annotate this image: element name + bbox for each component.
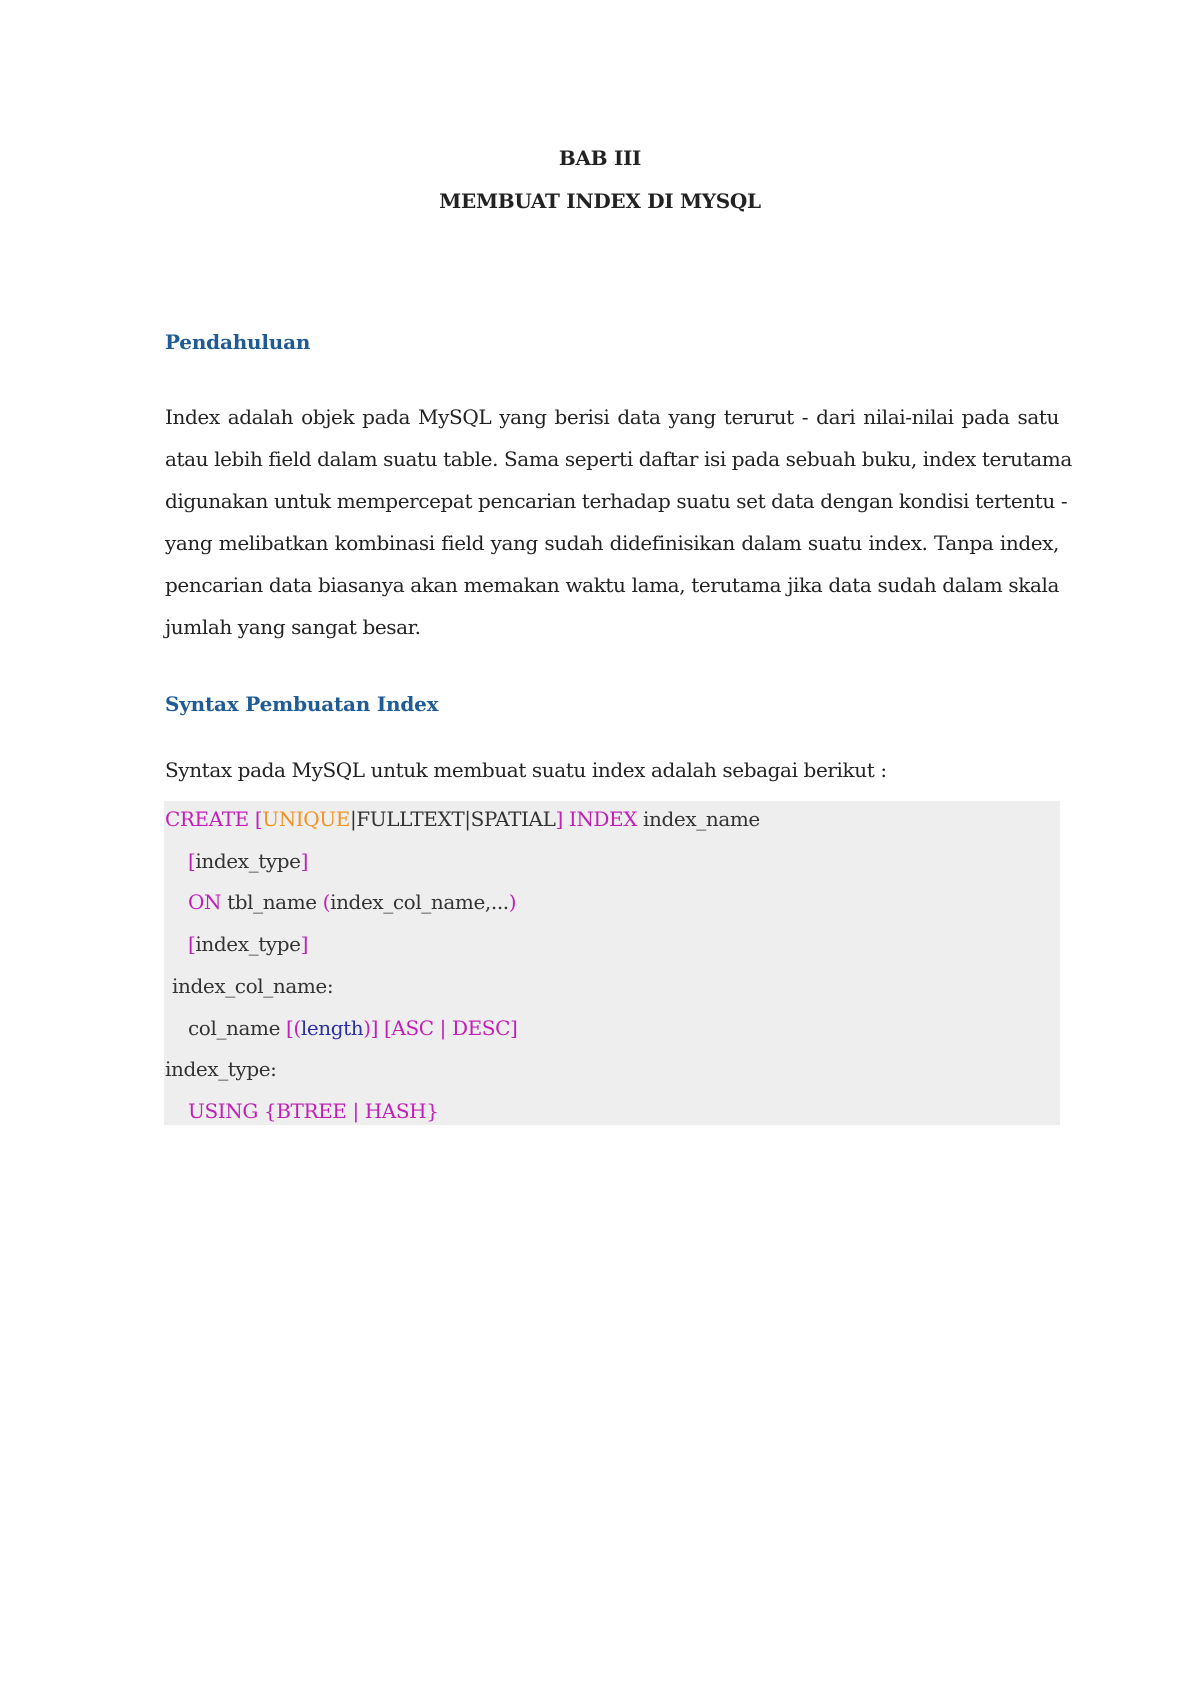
- code-line: [188, 1016, 517, 1057]
- code-line: [172, 974, 333, 1015]
- code-bracket: [: [254, 807, 263, 831]
- code-keyword: USING {BTREE | HASH}: [188, 1099, 439, 1123]
- code-keyword: CREATE: [165, 807, 249, 831]
- code-text: tbl_name: [221, 890, 323, 914]
- code-line: [165, 807, 760, 848]
- code-bracket: ): [508, 890, 517, 914]
- code-bracket: [: [188, 849, 196, 873]
- paragraph-line: atau lebih field dalam suatu table. Sama seperti daftar isi pada sebuah buku, index terutama: [165, 447, 1072, 471]
- code-keyword-unique: UNIQUE: [262, 807, 350, 831]
- code-block: [164, 801, 1060, 1125]
- code-bracket: )]: [363, 1016, 379, 1040]
- code-text: |FULLTEXT|SPATIAL: [349, 807, 556, 831]
- code-text: index_col_name:: [172, 974, 334, 998]
- section-heading-syntax: Syntax Pembuatan Index: [165, 692, 439, 716]
- syntax-intro: Syntax pada MySQL untuk membuat suatu index adalah sebagai berikut :: [165, 758, 887, 782]
- intro-paragraph: [165, 396, 1072, 648]
- code-text: index_type:: [165, 1057, 277, 1081]
- code-length: length: [300, 1016, 364, 1040]
- code-line: [165, 1057, 277, 1098]
- code-text: index_name: [637, 807, 760, 831]
- code-text: index_col_name,...: [330, 890, 509, 914]
- paragraph-line: yang melibatkan kombinasi field yang sudah didefinisikan dalam suatu index. Tanpa index,: [165, 531, 1059, 555]
- paragraph-line: pencarian data biasanya akan memakan waktu lama, terutama jika data sudah dalam skala: [165, 573, 1059, 597]
- code-bracket: [(: [286, 1016, 301, 1040]
- code-bracket: [: [188, 932, 196, 956]
- paragraph-line: Index adalah objek pada MySQL yang berisi data yang terurut - dari nilai-nilai pada satu: [165, 405, 1059, 429]
- code-line: [188, 932, 308, 973]
- code-line: [188, 1099, 439, 1140]
- code-text: index_type: [195, 932, 301, 956]
- code-keyword: ON: [188, 890, 222, 914]
- chapter-title: MEMBUAT INDEX DI MYSQL: [439, 189, 761, 213]
- code-keyword: INDEX: [562, 807, 638, 831]
- code-line: [188, 890, 516, 931]
- code-bracket: ]: [555, 807, 563, 831]
- code-keyword: [ASC | DESC]: [378, 1016, 518, 1040]
- section-heading-pendahuluan: Pendahuluan: [165, 330, 311, 354]
- chapter-number: BAB III: [558, 146, 642, 170]
- code-bracket: ]: [300, 932, 308, 956]
- paragraph-line: digunakan untuk mempercepat pencarian terhadap suatu set data dengan kondisi tertentu -: [165, 489, 1068, 513]
- paragraph-line: jumlah yang sangat besar.: [165, 615, 421, 639]
- code-bracket: ]: [300, 849, 308, 873]
- code-text: col_name: [188, 1016, 287, 1040]
- code-text: index_type: [195, 849, 301, 873]
- code-line: [188, 849, 308, 890]
- code-bracket: (: [322, 890, 331, 914]
